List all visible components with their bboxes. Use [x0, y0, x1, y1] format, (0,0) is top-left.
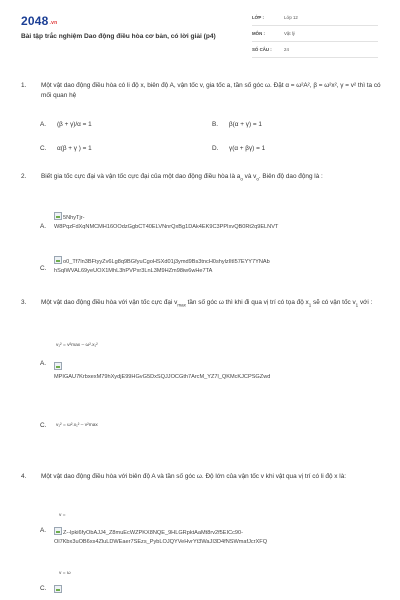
- meta-value: Vật lý: [284, 31, 295, 36]
- option-letter: C.: [40, 145, 47, 152]
- logo-text: 2048: [21, 14, 49, 28]
- meta-label: SỐ CÂU :: [252, 47, 272, 52]
- meta-value: Lớp 12: [284, 15, 298, 20]
- meta-value: 24: [284, 47, 289, 52]
- option-text: γ(α + βγ) = 1: [229, 145, 266, 152]
- broken-image-alt: o0_Tf7ln3BFtyyZv6Lg8q9BGfyuCgoHSXd01j3ymd9Bs3tncH0shylzIltI57EYY7YNAb hSqIWVAL69yeUOX1MhL3hPVPxr3LnL3M9HZm98iw6wHe7TA: [54, 256, 394, 276]
- question-text: Biết gia tốc cực đại và vận tốc cực đại của một dao động điều hòa là $a_o$ và $v_o$. Biên độ dao động là :: [41, 173, 323, 182]
- broken-image-icon: [54, 362, 62, 370]
- formula: v₁² = ω².x₁² – v²max: [56, 423, 98, 428]
- option-letter: B.: [212, 121, 219, 128]
- formula: v₁² = v²max – ω².x₁²: [56, 343, 98, 348]
- question-number: 4.: [21, 473, 27, 480]
- option-text: α(β + γ ) = 1: [57, 145, 92, 152]
- option-letter: A.: [40, 360, 47, 367]
- option-text: β(α + γ) = 1: [229, 121, 262, 128]
- broken-image-icon: [54, 527, 62, 535]
- logo-suffix: .vn: [49, 20, 58, 26]
- broken-image-icon: [54, 212, 62, 220]
- option-letter: C.: [40, 265, 47, 272]
- broken-image-icon: [54, 585, 62, 593]
- question-text: Một vật dao động điều hòa với vận tốc cực đại $v_{max}$ tần số góc ω thì khi đi qua vị trí có tọa độ $x_1$ sẽ có vận tốc $v_1$ với :: [41, 299, 373, 308]
- meta-label: LỚP :: [252, 15, 264, 20]
- formula: v =: [59, 513, 66, 518]
- question-number: 2.: [21, 173, 27, 180]
- meta-label: MÔN :: [252, 31, 265, 36]
- broken-image-alt: Z--lpki6fyObAJJ4_Z8muEcWZPKX8NQE_9HLGRpktAaMt8rv2f5EICc90- Ol7Kbx3uOB6xs4ZluLDWEaer7SEzs_PybLOJQYVeHvrYt3WaJI3D4fNSWmafJcrXFQ: [54, 527, 394, 547]
- question-number: 1.: [21, 82, 27, 89]
- question-text: Một vật dao động điều hòa có li độ x, biên độ A, vận tốc v, gia tốc a, tần số góc ω. Đặt α = ω²A², β = ω²x², γ = v² thì ta có mối quan hệ: [41, 82, 381, 99]
- option-letter: A.: [40, 121, 47, 128]
- question-number: 3.: [21, 299, 27, 306]
- option-letter: C.: [40, 585, 47, 592]
- broken-image-alt: 5NhyTjr- W8PqzFdXqNMCMH16OOdzGgbCT40ELVNnrQxBg1DAk4EK9C3PPIxvQB0Rt2q9ELNVT: [54, 212, 394, 232]
- option-text: (β + γ)/α = 1: [57, 121, 92, 128]
- option-letter: D.: [212, 145, 219, 152]
- question-text: Một vật dao động điều hòa với biên độ A và tần số góc ω. Độ lớn của vận tốc v khi vật qua vị trí có li độ x là:: [41, 473, 347, 480]
- broken-image-alt: [54, 585, 74, 596]
- broken-image-icon: [54, 256, 62, 264]
- formula: v = ω: [59, 571, 71, 576]
- broken-image-alt: MPIGAU7KrbxexM79hXydjE99HGvG5DxSQJJOCGth7ArcM_YZ7l_QKMcKJCPSGZwd: [54, 362, 394, 382]
- option-letter: A.: [40, 223, 47, 230]
- option-letter: C.: [40, 422, 47, 429]
- option-letter: A.: [40, 527, 47, 534]
- page-title: Bài tập trắc nghiệm Dao động điều hòa cơ bản, có lời giải (p4): [21, 33, 216, 40]
